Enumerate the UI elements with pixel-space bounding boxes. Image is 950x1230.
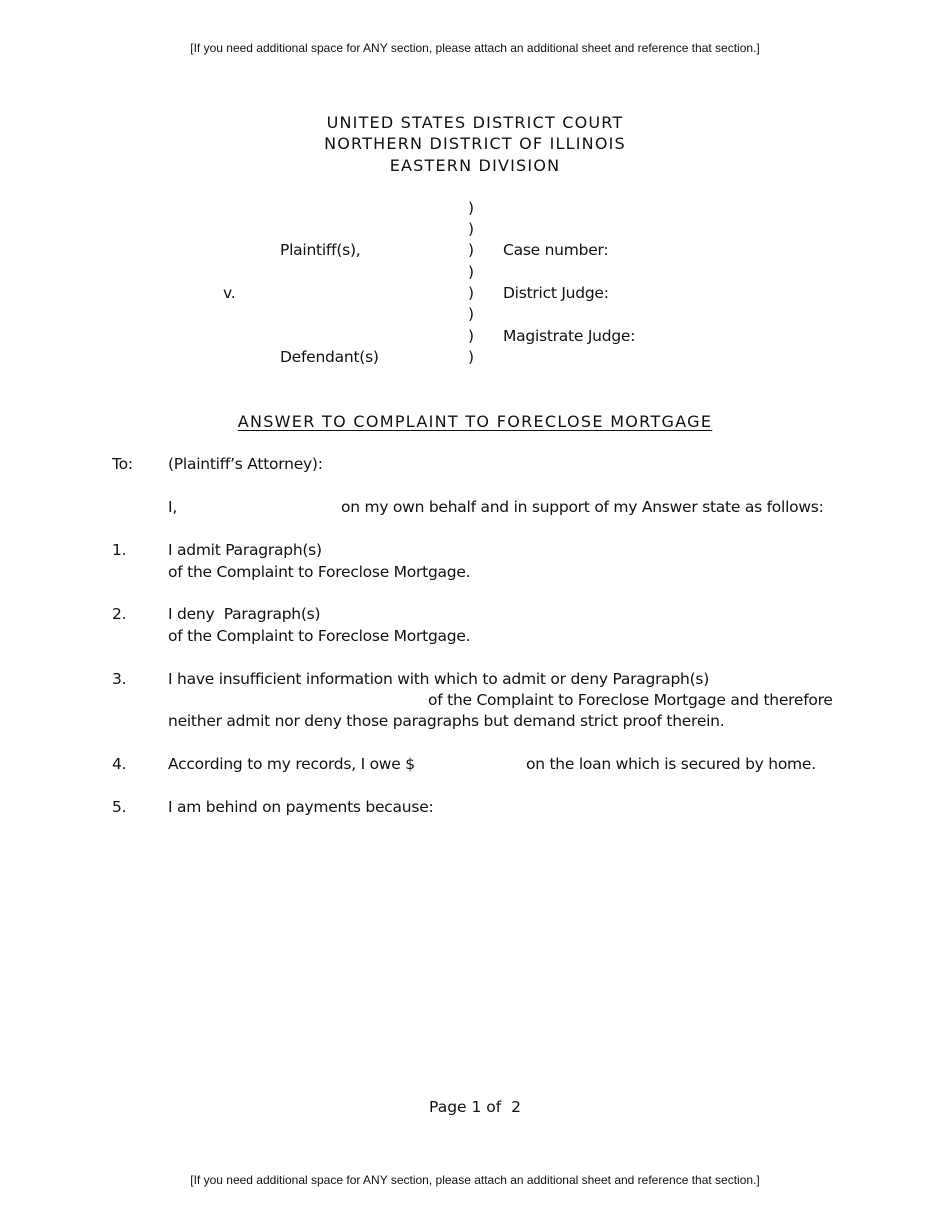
versus-label: v.	[223, 284, 236, 302]
caption-paren: )	[468, 305, 475, 323]
caption-paren: )	[468, 284, 475, 302]
item-text: of the Complaint to Foreclose Mortgage.	[168, 563, 471, 581]
caption-paren: )	[468, 220, 475, 238]
header-note: [If you need additional space for ANY section, please attach an additional sheet and reference that section.]	[190, 41, 760, 55]
intro-prefix: I,	[168, 498, 177, 516]
caption-paren: )	[468, 263, 475, 281]
item-number: 4.	[112, 755, 127, 773]
district-judge-label: District Judge:	[503, 284, 609, 302]
page-number: Page 1 of 2	[429, 1098, 521, 1116]
item-text: I have insufficient information with which to admit or deny Paragraph(s)	[168, 670, 710, 688]
item-text: on the loan which is secured by home.	[526, 755, 816, 773]
court-name: UNITED STATES DISTRICT COURT	[326, 113, 624, 132]
item-text: I deny Paragraph(s)	[168, 605, 321, 623]
document-title	[0, 412, 950, 431]
court-division: EASTERN DIVISION	[389, 156, 561, 175]
item-text: of the Complaint to Foreclose Mortgage.	[168, 627, 471, 645]
item-text: neither admit nor deny those paragraphs but demand strict proof therein.	[168, 712, 725, 730]
item-text: I am behind on payments because:	[168, 798, 434, 816]
item-number: 3.	[112, 670, 127, 688]
item-text: According to my records, I owe $	[168, 755, 415, 773]
item-number: 2.	[112, 605, 127, 623]
item-text: of the Complaint to Foreclose Mortgage and therefore	[428, 691, 833, 709]
caption-paren: )	[468, 348, 475, 366]
caption-paren: )	[468, 241, 475, 259]
caption-paren: )	[468, 327, 475, 345]
item-number: 5.	[112, 798, 127, 816]
defendant-label: Defendant(s)	[280, 348, 379, 366]
magistrate-judge-label: Magistrate Judge:	[503, 327, 636, 345]
document-title-text: ANSWER TO COMPLAINT TO FORECLOSE MORTGAGE	[237, 412, 713, 431]
case-number-label: Case number:	[503, 241, 609, 259]
to-label: To:	[112, 455, 133, 473]
plaintiff-label: Plaintiff(s),	[280, 241, 361, 259]
intro-suffix: on my own behalf and in support of my Answer state as follows:	[341, 498, 824, 516]
item-text: I admit Paragraph(s)	[168, 541, 322, 559]
to-value: (Plaintiff’s Attorney):	[168, 455, 323, 473]
footer-note: [If you need additional space for ANY section, please attach an additional sheet and reference that section.]	[190, 1173, 760, 1187]
item-number: 1.	[112, 541, 127, 559]
court-district: NORTHERN DISTRICT OF ILLINOIS	[324, 134, 626, 153]
caption-paren: )	[468, 199, 475, 217]
